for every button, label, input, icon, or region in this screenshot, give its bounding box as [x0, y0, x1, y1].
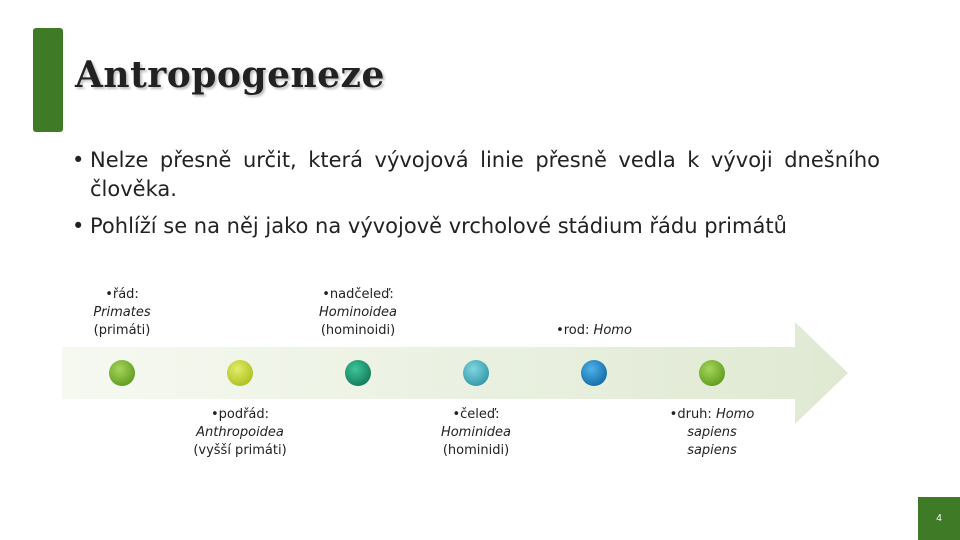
label-taxon-line1: Homo	[715, 407, 755, 422]
timeline-label-hominoidea	[298, 286, 418, 340]
timeline-label-hominidea	[416, 406, 536, 460]
timeline-dot-homo	[581, 360, 607, 386]
label-rank: rod:	[563, 323, 590, 338]
label-common: (primáti)	[93, 323, 151, 338]
label-taxon: Hominoidea	[318, 305, 398, 320]
label-rank: čeleď:	[460, 407, 500, 422]
label-marker: •	[556, 323, 564, 338]
bullet-text: Pohlíží se na něj jako na vývojově vrcholové stádium řádu primátů	[90, 214, 787, 238]
timeline-label-primates	[72, 286, 172, 340]
timeline-label-anthropoidea	[180, 406, 300, 460]
page-number: 4	[918, 497, 960, 540]
timeline-dot-hominidea	[463, 360, 489, 386]
bullet-text: Nelze přesně určit, která vývojová linie přesně vedla k vývoji dnešního člověka.	[90, 148, 880, 201]
label-rank: řád:	[112, 287, 139, 302]
bullet-marker: •	[72, 148, 85, 172]
label-rank: podřád:	[218, 407, 270, 422]
label-marker: •	[452, 407, 461, 422]
timeline-dot-homo-sapiens	[699, 360, 725, 386]
label-common: (hominoidi)	[320, 323, 396, 338]
timeline-dot-primates	[109, 360, 135, 386]
timeline-dot-hominoidea	[345, 360, 371, 386]
label-rank: nadčeleď:	[329, 287, 394, 302]
label-taxon: Anthropoidea	[196, 425, 284, 440]
label-common: (vyšší primáti)	[193, 443, 287, 458]
timeline-label-homo-sapiens	[652, 406, 772, 460]
label-rank: druh:	[677, 407, 712, 422]
label-taxon: Primates	[93, 305, 151, 320]
timeline-label-homo	[544, 322, 644, 340]
label-marker: •	[210, 407, 219, 422]
label-marker: •	[105, 287, 113, 302]
label-taxon: Hominidea	[440, 425, 512, 440]
label-taxon: Homo	[593, 323, 632, 338]
label-taxon-line2: sapiens	[687, 425, 737, 440]
label-marker: •	[669, 407, 678, 422]
bullet-marker: •	[72, 214, 85, 238]
label-taxon-line3: sapiens	[687, 443, 737, 458]
slide-title: Antropogeneze	[75, 54, 385, 96]
label-marker: •	[322, 287, 330, 302]
timeline-dot-anthropoidea	[227, 360, 253, 386]
label-common: (hominidi)	[442, 443, 510, 458]
